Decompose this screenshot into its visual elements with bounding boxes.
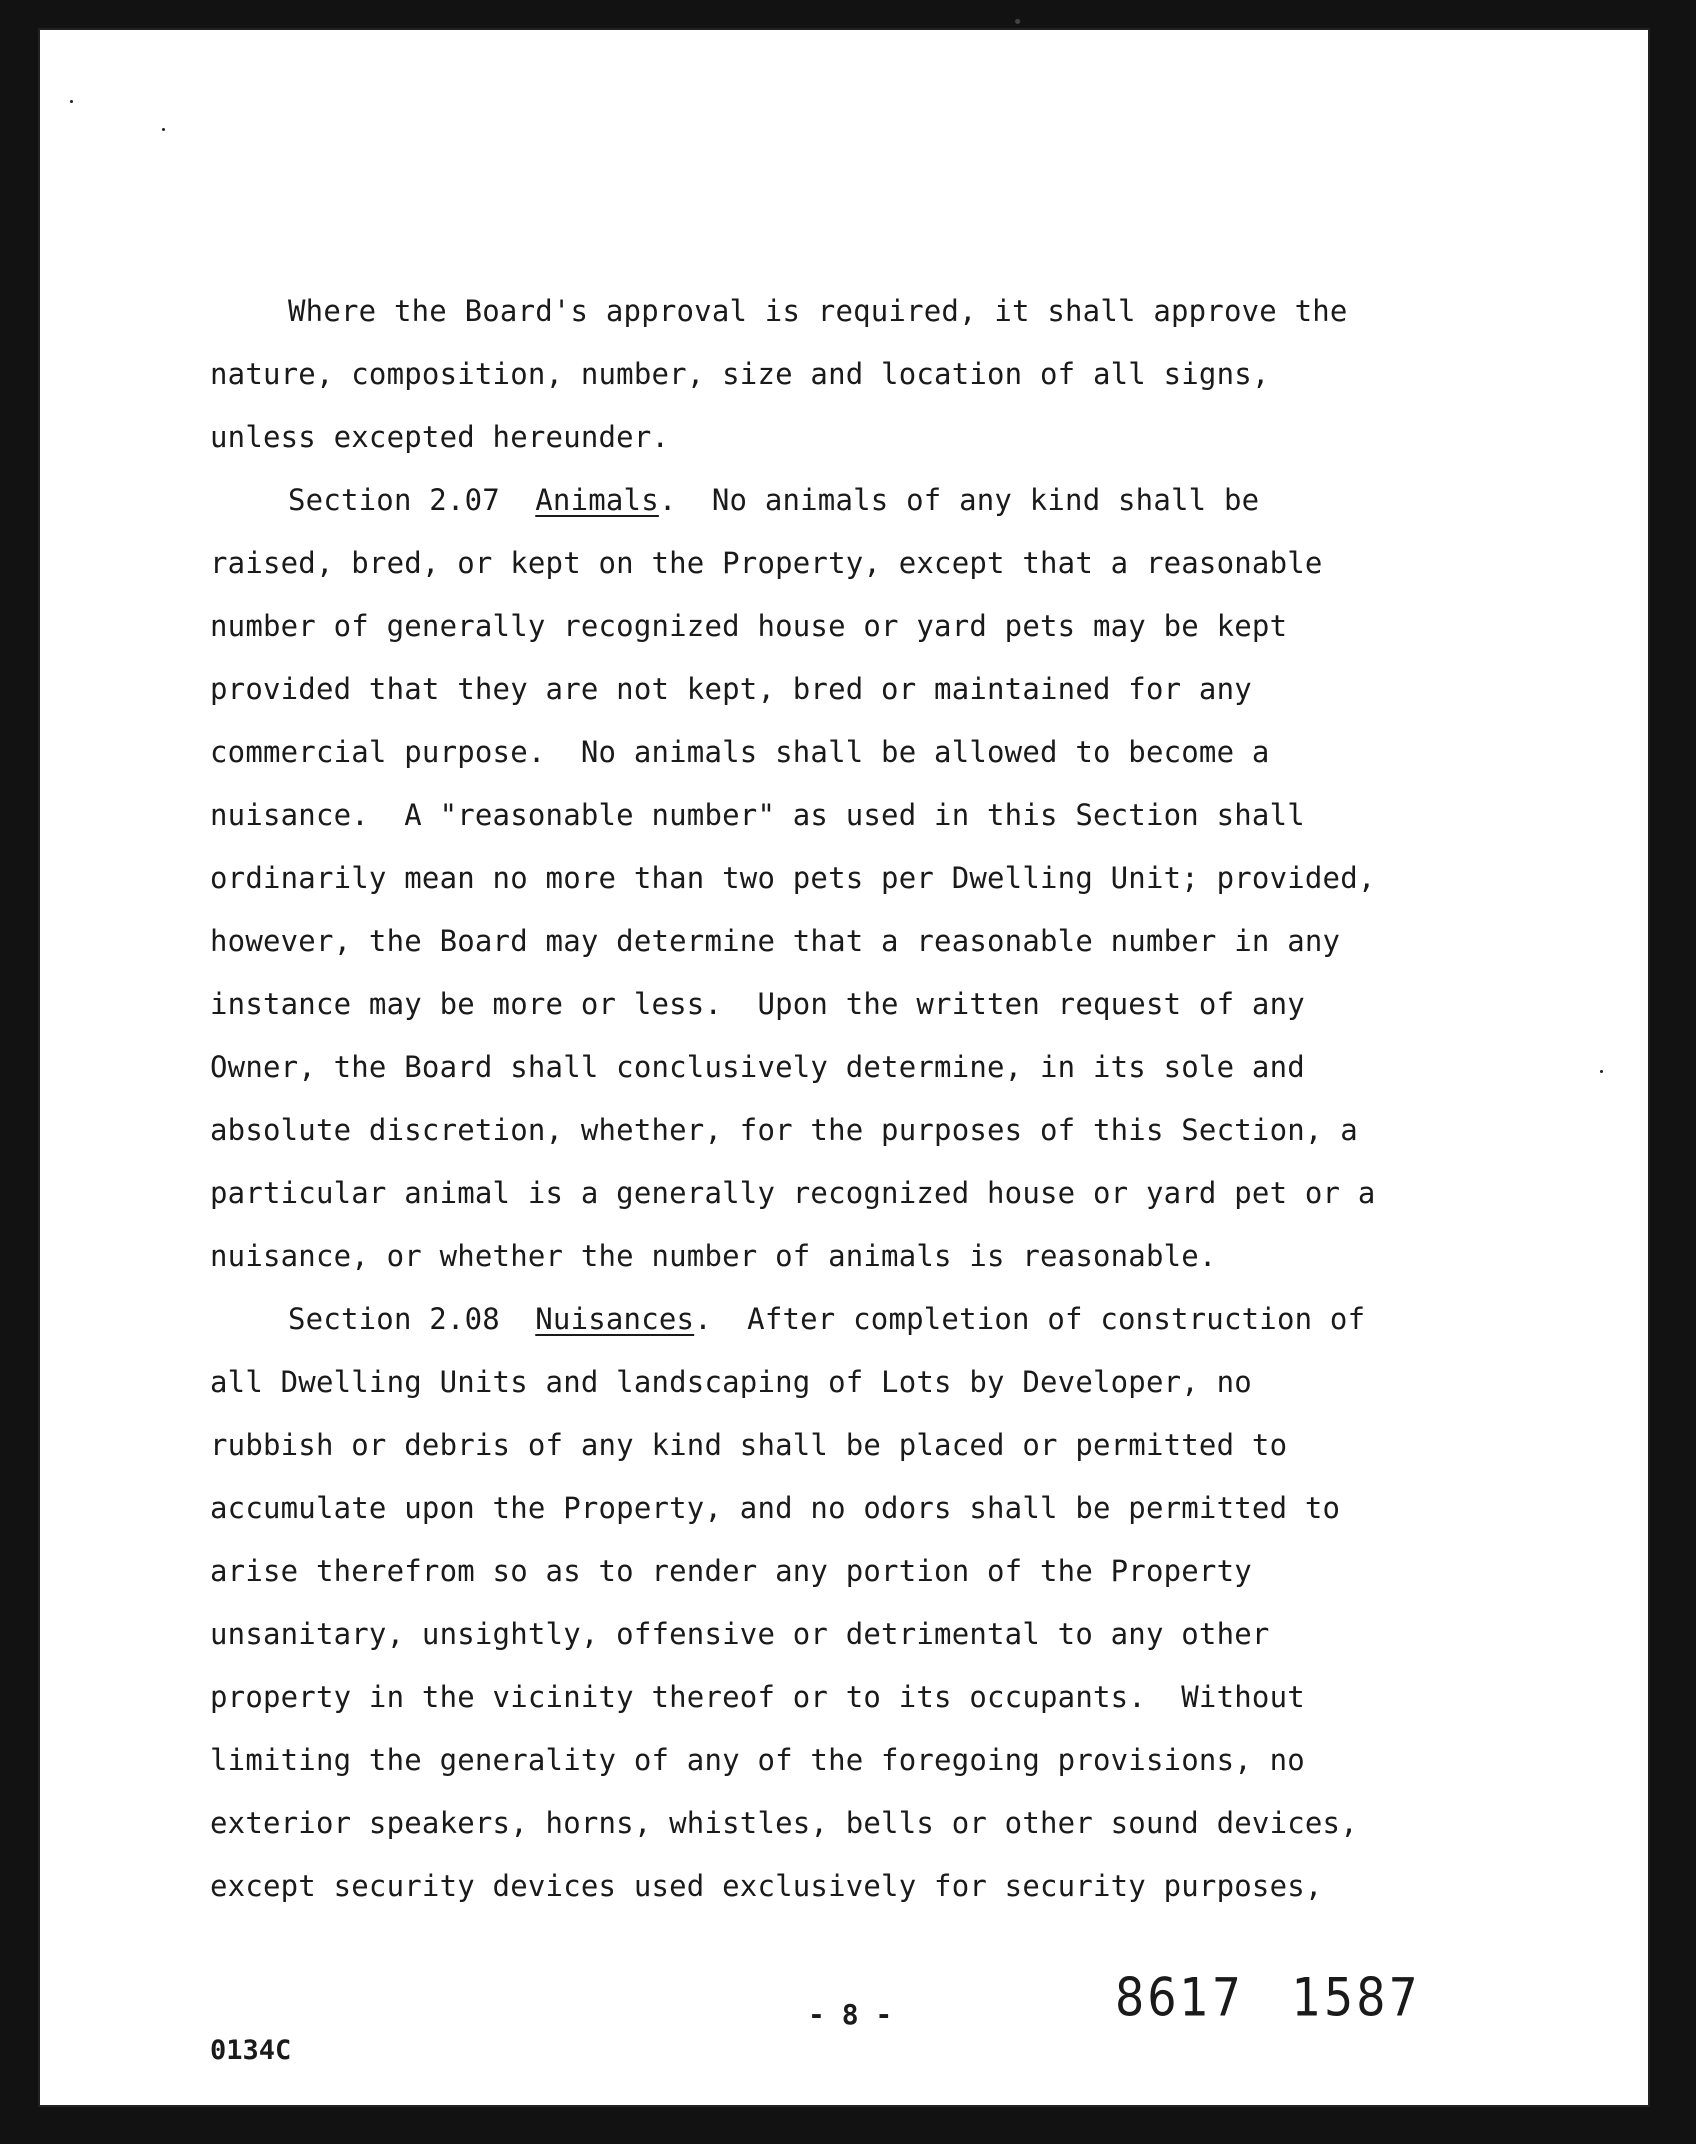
text-line: provided that they are not kept, bred or maintained for any bbox=[210, 672, 1252, 706]
text-line: unsanitary, unsightly, offensive or detrimental to any other bbox=[210, 1617, 1270, 1651]
document-body bbox=[210, 280, 1510, 1918]
section-2-07-line bbox=[210, 469, 1510, 532]
section-heading: Nuisances bbox=[535, 1302, 695, 1336]
text-line: except security devices used exclusively for security purposes, bbox=[210, 1869, 1323, 1903]
text-line: nuisance, or whether the number of animals is reasonable. bbox=[210, 1239, 1217, 1273]
text-line: limiting the generality of any of the foregoing provisions, no bbox=[210, 1743, 1305, 1777]
text-line: all Dwelling Units and landscaping of Lots by Developer, no bbox=[210, 1365, 1252, 1399]
text-line: rubbish or debris of any kind shall be placed or permitted to bbox=[210, 1428, 1288, 1462]
text-line: raised, bred, or kept on the Property, except that a reasonable bbox=[210, 546, 1323, 580]
section-text: . No animals of any kind shall be bbox=[658, 483, 1260, 517]
text-line: Owner, the Board shall conclusively determine, in its sole and bbox=[210, 1050, 1305, 1084]
recording-stamp: 8617 1587 bbox=[1115, 1965, 1421, 2029]
text-line: absolute discretion, whether, for the purposes of this Section, a bbox=[210, 1113, 1358, 1147]
text-line: unless excepted hereunder. bbox=[210, 420, 670, 454]
text-line: nuisance. A "reasonable number" as used in this Section shall bbox=[210, 798, 1305, 832]
text-line: instance may be more or less. Upon the written request of any bbox=[210, 987, 1305, 1021]
text-line: nature, composition, number, size and location of all signs, bbox=[210, 357, 1270, 391]
section-number: Section 2.07 bbox=[288, 483, 500, 517]
text-line: number of generally recognized house or yard pets may be kept bbox=[210, 609, 1288, 643]
document-code: 0134C bbox=[210, 2035, 292, 2066]
section-text: . After completion of construction of bbox=[694, 1302, 1366, 1336]
text-line: Where the Board's approval is required, it shall approve the bbox=[288, 294, 1348, 328]
text-line: exterior speakers, horns, whistles, bells or other sound devices, bbox=[210, 1806, 1358, 1840]
section-heading: Animals bbox=[535, 483, 659, 517]
section-2-08-line bbox=[210, 1288, 1510, 1351]
section-number: Section 2.08 bbox=[288, 1302, 500, 1336]
text-line: commercial purpose. No animals shall be allowed to become a bbox=[210, 735, 1270, 769]
page-number: - 8 - bbox=[808, 1998, 893, 2031]
scan-speck bbox=[1600, 1070, 1603, 1073]
scan-speck bbox=[70, 100, 73, 103]
scan-speck bbox=[162, 128, 165, 131]
text-line: property in the vicinity thereof or to its occupants. Without bbox=[210, 1680, 1305, 1714]
text-line: arise therefrom so as to render any portion of the Property bbox=[210, 1554, 1252, 1588]
text-line: however, the Board may determine that a reasonable number in any bbox=[210, 924, 1341, 958]
text-line: accumulate upon the Property, and no odors shall be permitted to bbox=[210, 1491, 1341, 1525]
text-line: particular animal is a generally recognized house or yard pet or a bbox=[210, 1176, 1376, 1210]
text-line: ordinarily mean no more than two pets per Dwelling Unit; provided, bbox=[210, 861, 1376, 895]
